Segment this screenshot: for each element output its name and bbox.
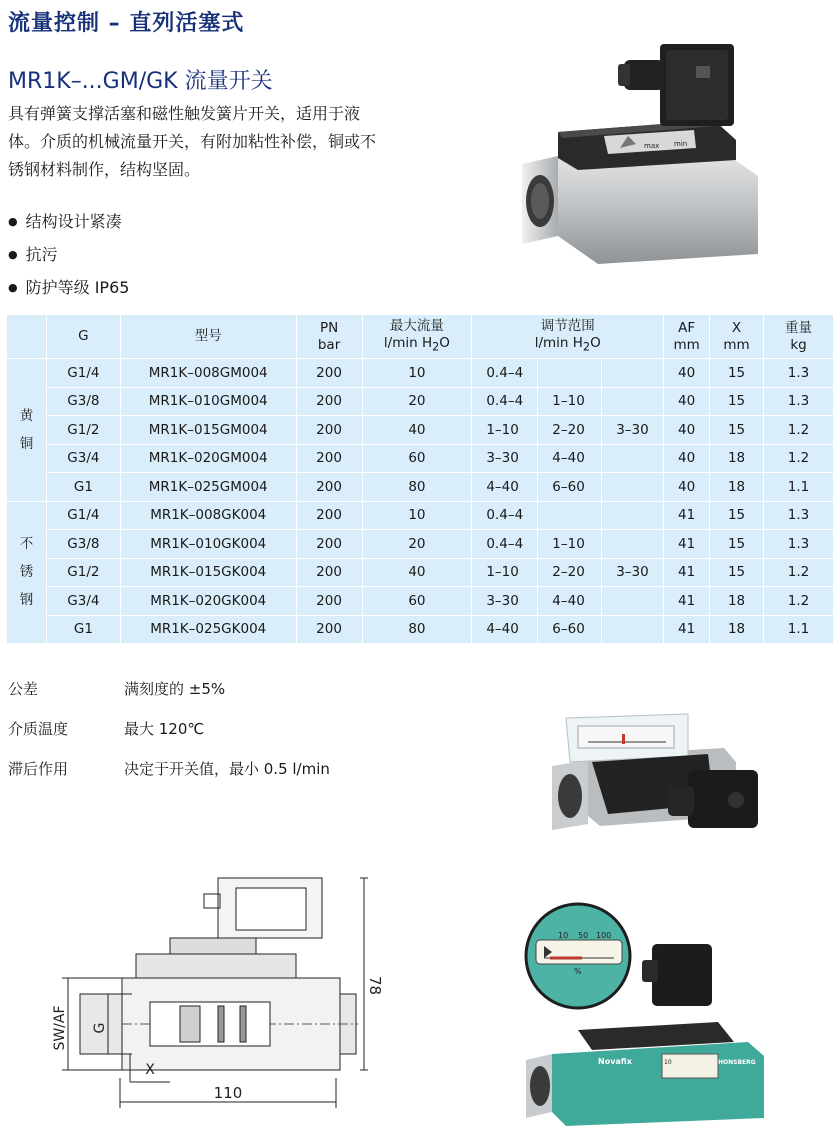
range-cell [538,501,602,530]
max-label: max [644,142,660,150]
max-flow-cell: 80 [362,473,472,502]
x-cell: 15 [710,416,764,445]
model-cell: MR1K–008GK004 [120,501,296,530]
material-cell: 不 锈 钢 [7,501,47,644]
range-cell [602,473,664,502]
af-cell: 40 [664,444,710,473]
model-cell: MR1K–020GM004 [120,444,296,473]
property-value: 最大 120℃ [124,720,205,738]
max-flow-cell: 60 [362,444,472,473]
max-flow-cell: 40 [362,416,472,445]
g-cell: G1/2 [46,558,120,587]
range-cell [538,359,602,388]
weight-cell: 1.2 [764,587,834,616]
table-row [7,530,834,559]
product-description: 具有弹簧支撑活塞和磁性触发簧片开关，适用于液体。介质的机械流量开关，有附加粘性补偿，铜或不锈钢材料制作，结构坚固。 [8,104,377,179]
weight-cell: 1.1 [764,473,834,502]
range-cell [602,615,664,644]
range-cell: 4–40 [472,615,538,644]
p3-small-scale: 10 [664,1059,672,1066]
technical-drawing [40,868,384,1118]
max-flow-cell: 80 [362,615,472,644]
x-cell: 18 [710,444,764,473]
af-cell: 40 [664,387,710,416]
g-cell: G1/4 [46,501,120,530]
range-cell: 3–30 [472,587,538,616]
range-cell: 0.4–4 [472,530,538,559]
weight-cell: 1.3 [764,530,834,559]
material-cell: 黄 铜 [7,359,47,502]
af-cell: 41 [664,558,710,587]
weight-cell: 1.2 [764,416,834,445]
x-cell: 15 [710,387,764,416]
product-photo-black [548,712,772,838]
property-value: 决定于开关值，最小 0.5 l/min [124,760,330,778]
pn-cell: 200 [296,558,362,587]
g-cell: G3/8 [46,387,120,416]
pn-cell: 200 [296,416,362,445]
range-cell: 4–40 [472,473,538,502]
max-flow-cell: 10 [362,359,472,388]
property-label: 介质温度 [8,720,69,738]
max-flow-cell: 20 [362,530,472,559]
pn-cell: 200 [296,501,362,530]
model-cell: MR1K–025GM004 [120,473,296,502]
property-label: 滞后作用 [8,760,69,778]
dim-length: 110 [213,1084,243,1102]
header-g: G [46,315,120,359]
dim-height: 78 [366,976,384,996]
af-cell: 41 [664,587,710,616]
g-cell: G3/4 [46,587,120,616]
x-cell: 18 [710,587,764,616]
property-value: 满刻度的 ±5% [124,680,226,698]
af-cell: 40 [664,359,710,388]
pn-cell: 200 [296,473,362,502]
max-flow-cell: 60 [362,587,472,616]
model-cell: MR1K–015GK004 [120,558,296,587]
brand-right: HONSBERG [718,1059,756,1066]
header-weight: 重量 kg [764,315,834,359]
pn-cell: 200 [296,444,362,473]
af-cell: 41 [664,501,710,530]
range-cell [602,444,664,473]
table-row [7,558,834,587]
pn-cell: 200 [296,359,362,388]
g-cell: G1 [46,615,120,644]
range-cell [602,530,664,559]
weight-cell: 1.3 [764,359,834,388]
header-x: X mm [710,315,764,359]
af-cell: 40 [664,416,710,445]
properties-list [8,678,330,798]
range-cell [602,359,664,388]
header-material [7,315,47,359]
feature-list [8,206,129,305]
label-g: G [92,1022,108,1034]
range-cell [602,587,664,616]
model-cell: MR1K–008GM004 [120,359,296,388]
range-cell: 0.4–4 [472,501,538,530]
scale-10: 10 [558,931,569,940]
property-label: 公差 [8,680,39,698]
pn-cell: 200 [296,530,362,559]
pn-cell: 200 [296,587,362,616]
brand-left: Novafix [598,1057,632,1066]
product-subtitle: MR1K–...GM/GK 流量开关 [8,69,273,94]
range-cell: 6–60 [538,615,602,644]
scale-50: 50 [578,931,589,940]
af-cell: 41 [664,615,710,644]
feature-item: ● 防护等级 IP65 [8,272,129,305]
af-cell: 41 [664,530,710,559]
g-cell: G1/2 [46,416,120,445]
pn-cell: 200 [296,387,362,416]
x-cell: 15 [710,359,764,388]
model-cell: MR1K–010GM004 [120,387,296,416]
table-row [7,587,834,616]
weight-cell: 1.2 [764,444,834,473]
range-cell: 0.4–4 [472,359,538,388]
header-max-flow: 最大流量 l/min $H_2O$ [362,315,472,359]
range-cell: 3–30 [602,558,664,587]
model-cell: MR1K–015GM004 [120,416,296,445]
table-row [7,359,834,388]
range-cell: 3–30 [602,416,664,445]
product-photo-steel [518,36,780,272]
range-cell: 3–30 [472,444,538,473]
max-flow-cell: 40 [362,558,472,587]
weight-cell: 1.3 [764,387,834,416]
x-cell: 18 [710,473,764,502]
table-row [7,501,834,530]
header-range: 调节范围 l/min $H_2O$ [472,315,664,359]
table-header-row [7,315,834,359]
g-cell: G1 [46,473,120,502]
x-cell: 15 [710,558,764,587]
weight-cell: 1.3 [764,501,834,530]
min-label: min [674,140,688,148]
scale-unit: % [574,967,582,976]
table-row [7,387,834,416]
header-pn: PN bar [296,315,362,359]
g-cell: G1/4 [46,359,120,388]
pn-cell: 200 [296,615,362,644]
range-cell: 1–10 [472,558,538,587]
label-x: X [145,1062,155,1078]
property-row [8,678,330,718]
weight-cell: 1.1 [764,615,834,644]
spec-table [6,314,834,644]
model-cell: MR1K–025GK004 [120,615,296,644]
scale-100: 100 [596,931,612,940]
g-cell: G3/4 [46,444,120,473]
max-flow-cell: 10 [362,501,472,530]
feature-item: ● 结构设计紧凑 [8,206,129,239]
range-cell: 0.4–4 [472,387,538,416]
header-af: AF mm [664,315,710,359]
range-cell: 2–20 [538,558,602,587]
label-sw-af: SW/AF [52,1005,68,1051]
range-cell: 4–40 [538,587,602,616]
x-cell: 15 [710,530,764,559]
model-cell: MR1K–010GK004 [120,530,296,559]
property-row [8,718,330,758]
range-cell: 1–10 [538,387,602,416]
g-cell: G3/8 [46,530,120,559]
range-cell: 1–10 [538,530,602,559]
range-cell: 6–60 [538,473,602,502]
model-cell: MR1K–020GK004 [120,587,296,616]
table-row [7,615,834,644]
af-cell: 40 [664,473,710,502]
product-photo-green [522,904,776,1128]
range-cell [602,387,664,416]
range-cell: 1–10 [472,416,538,445]
feature-item: ● 抗污 [8,239,129,272]
range-cell [602,501,664,530]
range-cell: 2–20 [538,416,602,445]
weight-cell: 1.2 [764,558,834,587]
range-cell: 4–40 [538,444,602,473]
table-row [7,444,834,473]
table-row [7,473,834,502]
table-row [7,416,834,445]
x-cell: 18 [710,615,764,644]
max-flow-cell: 20 [362,387,472,416]
property-row [8,758,330,798]
header-model: 型号 [120,315,296,359]
x-cell: 15 [710,501,764,530]
page-title: 流量控制 – 直列活塞式 [8,11,245,36]
